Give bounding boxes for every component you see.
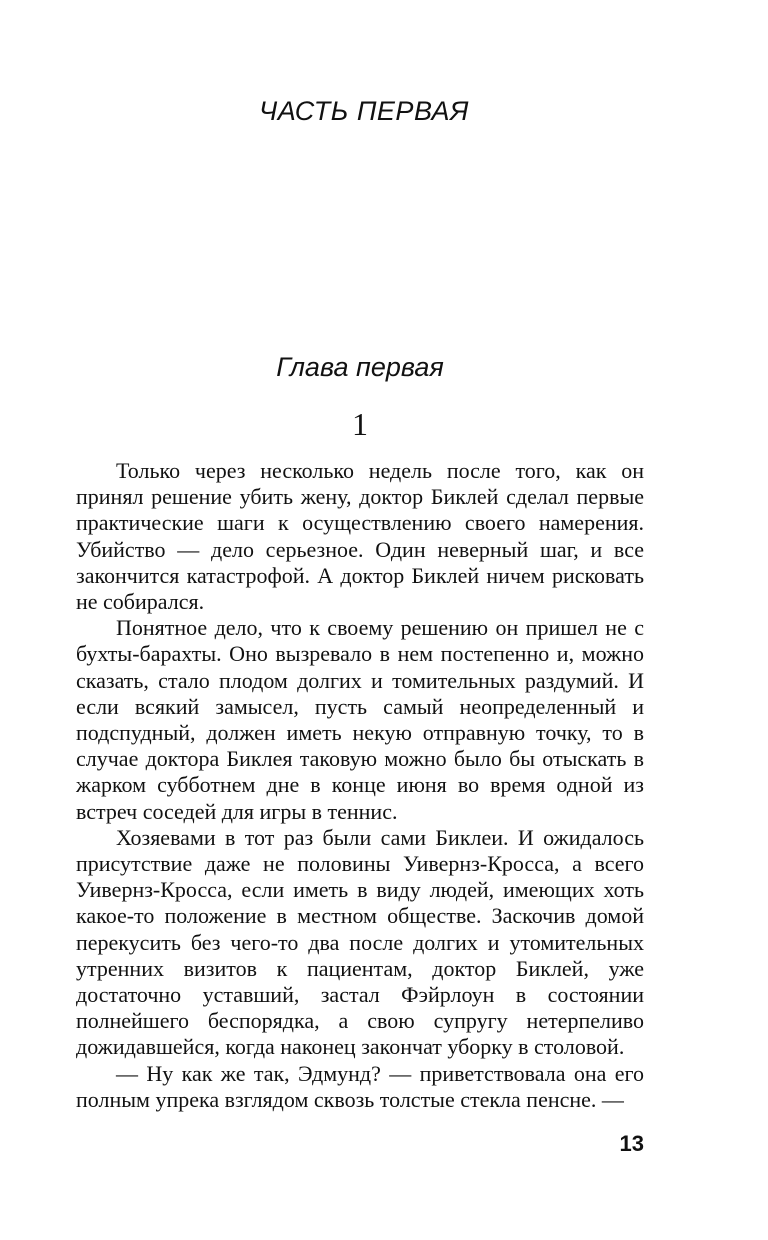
paragraph: Хозяевами в тот раз были сами Биклеи. И ожидалось присутствие даже не половины Уивернз-Кросса, а всего Уивернз-Кросса, если иметь в виду людей, имеющих хоть какое-то положение в местном обществе. Заскочив домой перекусить без чего-то два после долгих и утомительных утренних визитов к пациентам, доктор Биклей, уже достаточно уставший, застал Фэйрлоун в состоянии полнейшего беспорядка, а свою супругу нетерпеливо дожидавшейся, когда наконец закончат уборку в столовой. — [76, 824, 644, 1060]
body-text — [76, 458, 644, 1113]
paragraph: Только через несколько недель после того, как он принял решение убить жену, доктор Биклей сделал первые практические шаги к осуществлению своего намерения. Убийство — дело серьезное. Один неверный шаг, и все закончится катастрофой. А доктор Биклей ничем рисковать не собирался. — [76, 458, 644, 615]
paragraph: — Ну как же так, Эдмунд? — приветствовала она его полным упрека взглядом сквозь толстые стекла пенсне. — — [76, 1060, 644, 1112]
page-number: 13 — [619, 1131, 644, 1156]
chapter-title: Глава первая — [276, 352, 444, 382]
section-number: 1 — [352, 406, 368, 442]
part-title: ЧАСТЬ ПЕРВАЯ — [259, 96, 469, 126]
paragraph: Понятное дело, что к своему решению он пришел не с бухты-барахты. Оно вызревало в нем постепенно и, можно сказать, стало плодом долгих и томительных раздумий. И если всякий замысел, пусть самый неопределенный и подспудный, должен иметь некую отправную точку, то в случае доктора Биклея таковую можно было бы отыскать в жарком субботнем дне в конце июня во время одной из встреч соседей для игры в теннис. — [76, 615, 644, 824]
